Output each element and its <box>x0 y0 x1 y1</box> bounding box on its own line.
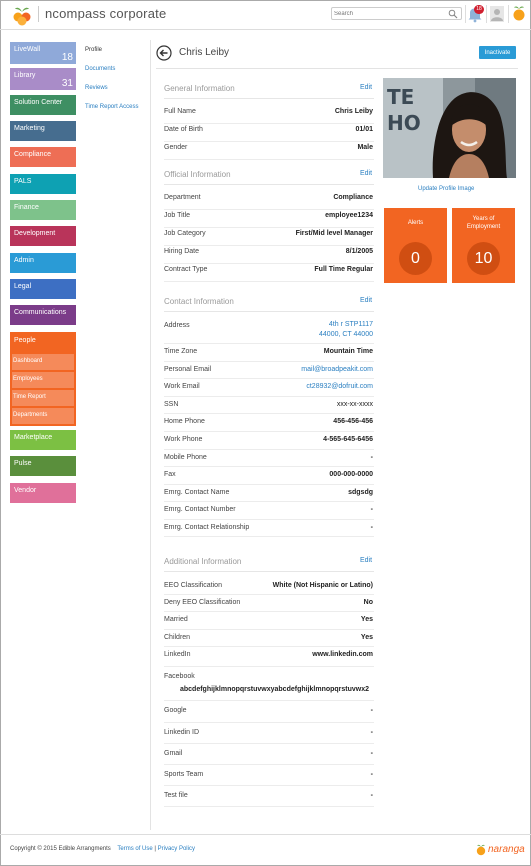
sidebar-item-label: LiveWall <box>14 46 41 53</box>
sidebar-item-development[interactable] <box>10 226 76 246</box>
info-row <box>164 106 374 124</box>
info-row <box>164 467 374 485</box>
info-row <box>164 414 374 432</box>
info-row <box>164 379 374 397</box>
sidebar-item-label: People <box>14 337 36 344</box>
row-value: - <box>370 771 373 778</box>
search-icon[interactable] <box>448 9 458 19</box>
sidebar-item-communications[interactable] <box>10 305 76 325</box>
footer-divider-char: | <box>154 846 156 852</box>
address-line-1: 4th r STP1117 <box>328 321 373 328</box>
section-title-contact: Contact Information <box>164 297 234 306</box>
row-label: Date of Birth <box>164 126 203 133</box>
info-row <box>164 210 374 228</box>
sidebar-item-label: Compliance <box>14 151 51 158</box>
sidebar-item-label: Solution Center <box>14 99 63 106</box>
sidebar-item-label: Development <box>14 230 56 237</box>
header-divider-line <box>156 68 518 69</box>
row-value: - <box>370 750 373 757</box>
address-value <box>319 320 373 340</box>
row-value: Yes <box>360 616 373 623</box>
row-value: - <box>370 506 373 513</box>
row-value: - <box>370 729 373 736</box>
row-label: Emrg. Contact Relationship <box>164 524 250 531</box>
sidebar-item-label: Vendor <box>14 487 37 494</box>
info-row <box>164 432 374 450</box>
row-label: Home Phone <box>164 418 205 425</box>
header-divider <box>508 5 509 23</box>
section-divider <box>164 98 374 99</box>
info-row <box>164 318 374 344</box>
svg-text:TE: TE <box>387 85 415 109</box>
edit-contact-link[interactable]: Edit <box>360 297 373 304</box>
row-value: White (Not Hispanic or Latino) <box>272 582 373 589</box>
row-label: Work Email <box>164 383 200 390</box>
info-row <box>164 723 374 744</box>
row-label: Test file <box>164 792 188 799</box>
fruit-logo-icon[interactable] <box>12 4 32 26</box>
inactivate-button[interactable]: Inactivate <box>479 46 516 59</box>
row-value: Chris Leiby <box>334 108 373 115</box>
search-input[interactable] <box>334 9 446 19</box>
row-value: sdgsdg <box>348 489 373 496</box>
row-value: - <box>370 792 373 799</box>
header-divider <box>486 5 487 23</box>
row-value: - <box>370 707 373 714</box>
brand-divider <box>38 6 39 22</box>
edit-additional-link[interactable]: Edit <box>360 557 373 564</box>
info-row <box>164 124 374 142</box>
row-label: Deny EEO Classification <box>164 599 241 606</box>
sidebar-item-count: 31 <box>61 78 73 89</box>
row-label: Gender <box>164 144 188 151</box>
sidebar-subitem-employees[interactable]: Employees <box>12 372 74 388</box>
profile-photo <box>383 78 516 178</box>
info-row <box>164 397 374 414</box>
sidebar-item-vendor[interactable] <box>10 483 76 503</box>
sidebar-item-pals[interactable] <box>10 174 76 194</box>
alerts-label: Alerts <box>407 220 424 226</box>
info-row <box>164 362 374 379</box>
sidebar-item-solution-center[interactable] <box>10 95 76 115</box>
sidebar-item-livewall[interactable] <box>10 42 76 64</box>
subnav-reviews[interactable]: Reviews <box>85 85 108 91</box>
row-label: SSN <box>164 401 179 408</box>
row-value: abcdefghijklmnopqrstuvwxyabcdefghijklmnopqrstuvwx2 <box>180 686 370 693</box>
subnav-time-report-access[interactable]: Time Report Access <box>85 104 139 110</box>
row-label: LinkedIn <box>164 651 191 658</box>
info-row <box>164 578 374 595</box>
privacy-policy-link[interactable]: Privacy Policy <box>157 846 195 852</box>
section-title-official: Official Information <box>164 170 231 179</box>
years-of-employment-card <box>452 208 515 283</box>
row-label: Emrg. Contact Number <box>164 506 236 513</box>
row-label: Contract Type <box>164 266 208 273</box>
info-row <box>164 612 374 630</box>
section-divider <box>164 184 374 185</box>
row-value: Full Time Regular <box>314 266 373 273</box>
terms-of-use-link[interactable]: Terms of Use <box>117 846 153 852</box>
edit-official-link[interactable]: Edit <box>360 170 373 177</box>
info-row <box>164 765 374 786</box>
info-row <box>164 485 374 502</box>
notification-count-badge: 18 <box>474 5 484 14</box>
header-divider <box>465 5 466 23</box>
info-row <box>164 450 374 467</box>
sidebar-item-count: 18 <box>61 52 73 63</box>
row-label: Mobile Phone <box>164 454 207 461</box>
sidebar-subitem-dashboard[interactable]: Dashboard <box>12 354 74 370</box>
row-label: Emrg. Contact Name <box>164 489 230 496</box>
row-label: Hiring Date <box>164 248 200 255</box>
naranga-fruit-icon <box>476 843 486 856</box>
work-email-link[interactable]: ct28932@dofruit.com <box>306 383 373 390</box>
info-row <box>164 344 374 362</box>
footer <box>10 846 195 852</box>
row-label: Job Title <box>164 212 191 219</box>
info-row <box>164 192 374 210</box>
row-value: Compliance <box>333 194 373 201</box>
row-label: Full Name <box>164 108 196 115</box>
info-row <box>164 595 374 612</box>
content-divider <box>150 40 151 830</box>
row-label: Time Zone <box>164 348 198 355</box>
info-row <box>164 630 374 647</box>
row-value: No <box>363 599 373 606</box>
row-value: 8/1/2005 <box>345 248 373 255</box>
sidebar-item-finance[interactable] <box>10 200 76 220</box>
sidebar-item-label: Pulse <box>14 460 32 467</box>
sidebar-item-library[interactable] <box>10 68 76 90</box>
info-row <box>164 667 374 701</box>
row-label: Address <box>164 322 190 329</box>
back-arrow-icon[interactable] <box>156 45 172 61</box>
section-title-additional: Additional Information <box>164 557 242 566</box>
profile-name-title: Chris Leiby <box>179 47 230 58</box>
copyright-text: Copyright © 2015 Edible Arrangments <box>10 846 111 852</box>
row-value: 4-565-645-6456 <box>323 436 373 443</box>
row-value: employee1234 <box>325 212 373 219</box>
brand-name: ncompass corporate <box>45 6 167 21</box>
sidebar-item-label: Library <box>14 72 36 79</box>
row-value: - <box>370 524 373 531</box>
sidebar-item-label: Marketing <box>14 125 45 132</box>
sidebar-item-label: Admin <box>14 257 34 264</box>
row-label: Work Phone <box>164 436 203 443</box>
edit-general-link[interactable]: Edit <box>360 84 373 91</box>
row-label: Facebook <box>164 673 195 680</box>
sidebar-item-label: Marketplace <box>14 434 53 441</box>
row-value: 01/01 <box>355 126 373 133</box>
info-row <box>164 502 374 520</box>
row-label: Google <box>164 707 187 714</box>
svg-text:HO: HO <box>387 111 421 135</box>
update-profile-image-link[interactable]: Update Profile Image <box>418 186 475 192</box>
row-label: Children <box>164 634 191 641</box>
sidebar-item-compliance[interactable] <box>10 147 76 167</box>
sidebar-subitem-time-report[interactable]: Time Report <box>12 390 74 406</box>
info-row <box>164 228 374 246</box>
row-value: Male <box>357 144 373 151</box>
sidebar-item-admin[interactable] <box>10 253 76 273</box>
naranga-logo-text: naranga <box>488 844 525 855</box>
fruit-app-icon[interactable] <box>512 4 526 22</box>
info-row <box>164 520 374 537</box>
subnav-profile[interactable]: Profile <box>85 47 103 53</box>
sidebar-item-label: Communications <box>14 309 67 316</box>
info-row <box>164 264 374 282</box>
profile-photo-image <box>383 78 516 178</box>
sidebar-subitem-departments[interactable]: Departments <box>12 408 74 424</box>
row-label: EEO Classification <box>164 582 222 589</box>
info-row <box>164 142 374 160</box>
sidebar-item-legal[interactable] <box>10 279 76 299</box>
row-label: Job Category <box>164 230 206 237</box>
section-divider <box>164 311 374 312</box>
years-label: Years of Employment <box>466 216 501 230</box>
personal-email-link[interactable]: mail@broadpeakit.com <box>301 366 373 373</box>
row-value: Mountain Time <box>323 348 373 355</box>
row-value: xxx-xx-xxxx <box>336 401 373 408</box>
info-row <box>164 701 374 723</box>
row-value: 000-000-0000 <box>329 471 373 478</box>
row-value: First/Mid level Manager <box>295 230 373 237</box>
info-row <box>164 647 374 667</box>
sidebar-item-label: PALS <box>14 178 32 185</box>
sidebar-item-marketplace[interactable] <box>10 430 76 450</box>
row-label: Personal Email <box>164 366 212 373</box>
row-label: Fax <box>164 471 176 478</box>
info-row <box>164 744 374 765</box>
row-label: Married <box>164 616 188 623</box>
section-divider <box>164 571 374 572</box>
row-value: - <box>370 454 373 461</box>
search-box[interactable] <box>331 7 462 20</box>
row-value: 456-456-456 <box>333 418 373 425</box>
row-value: www.linkedin.com <box>312 651 373 658</box>
footer-divider <box>0 834 531 835</box>
sidebar-item-label: Finance <box>14 204 39 211</box>
top-header <box>0 0 531 30</box>
info-row <box>164 246 374 264</box>
years-count: 10 <box>467 242 500 275</box>
row-label: Gmail <box>164 750 183 757</box>
row-label: Department <box>164 194 201 201</box>
sidebar-item-pulse[interactable] <box>10 456 76 476</box>
alerts-card[interactable] <box>384 208 447 283</box>
sidebar-item-people[interactable] <box>10 332 76 426</box>
row-label: Linkedin ID <box>164 729 200 736</box>
sidebar-item-marketing[interactable] <box>10 121 76 141</box>
address-line-2: 44000, CT 44000 <box>319 331 373 338</box>
section-title-general: General Information <box>164 84 235 93</box>
sidebar-item-label: Legal <box>14 283 32 290</box>
subnav-documents[interactable]: Documents <box>85 66 116 72</box>
info-row <box>164 786 374 807</box>
row-value: Yes <box>360 634 373 641</box>
user-avatar-icon[interactable] <box>490 6 504 22</box>
alerts-count: 0 <box>399 242 432 275</box>
row-label: Sports Team <box>164 771 204 778</box>
